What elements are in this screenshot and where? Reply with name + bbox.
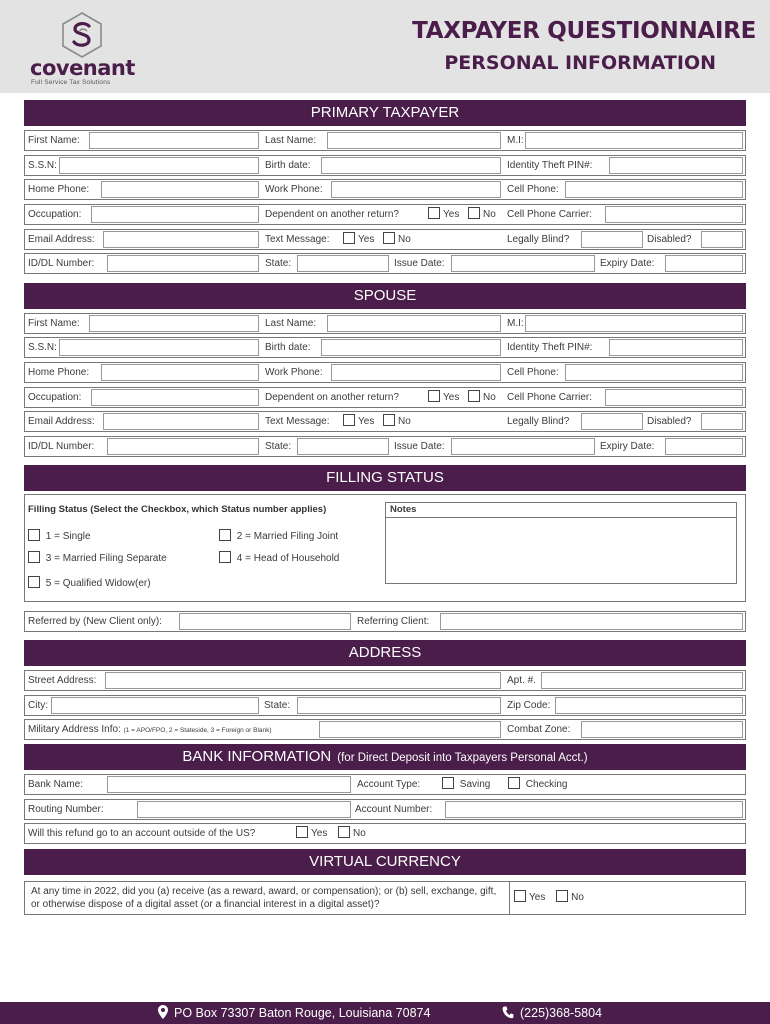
expiry-date-label: Expiry Date:	[600, 258, 655, 269]
filing-option-married-joint[interactable]	[219, 529, 338, 542]
id-dl-label: ID/DL Number:	[28, 258, 95, 269]
spouse-row-ssn	[24, 337, 746, 358]
first-name-field[interactable]	[89, 132, 259, 149]
referred-by-field[interactable]	[179, 613, 351, 630]
spouse-expiry-date-field[interactable]	[665, 438, 743, 455]
yes-label: Yes	[358, 234, 375, 245]
spouse-identity-pin-label: Identity Theft PIN#:	[507, 342, 593, 353]
yes-label: Yes	[358, 416, 375, 427]
footer-phone-text: (225)368-5804	[520, 1006, 603, 1020]
page-title: TAXPAYER QUESTIONNAIRE	[412, 18, 756, 44]
account-type-checking[interactable]	[505, 775, 567, 794]
street-field[interactable]	[105, 672, 501, 689]
checkbox[interactable]	[219, 529, 231, 541]
checkbox[interactable]	[468, 390, 480, 402]
mi-field[interactable]	[525, 132, 743, 149]
yes-label: Yes	[311, 828, 328, 839]
notes-box[interactable]	[385, 502, 737, 584]
spouse-issue-date-label: Issue Date:	[394, 441, 445, 452]
page-subtitle: PERSONAL INFORMATION	[444, 52, 716, 74]
spouse-id-dl-field[interactable]	[107, 438, 259, 455]
footer-address-text: PO Box 73307 Baton Rouge, Louisiana 70874	[174, 1006, 431, 1020]
address-state-field[interactable]	[297, 697, 501, 714]
spouse-expiry-date-label: Expiry Date:	[600, 441, 655, 452]
outside-us-yes[interactable]	[293, 824, 327, 843]
city-field[interactable]	[51, 697, 259, 714]
filing-status-area	[24, 494, 746, 602]
spouse-email-field[interactable]	[103, 413, 259, 430]
account-type-label: Account Type:	[357, 779, 421, 790]
spouse-id-dl-label: ID/DL Number:	[28, 441, 95, 452]
last-name-label: Last Name:	[265, 135, 317, 146]
spouse-row-phones	[24, 362, 746, 383]
checkbox[interactable]	[338, 826, 350, 838]
no-label: No	[483, 209, 496, 220]
no-label: No	[398, 234, 411, 245]
virtual-currency-answer	[509, 882, 745, 914]
work-phone-field[interactable]	[331, 181, 501, 198]
spouse-state-label: State:	[265, 441, 292, 452]
referred-by-label: Referred by (New Client only):	[28, 616, 162, 627]
ssn-label: S.S.N:	[28, 160, 57, 171]
filing-option-head-household[interactable]	[219, 551, 339, 564]
bank-name-field[interactable]	[107, 776, 351, 793]
address-state-label: State:	[264, 700, 291, 711]
spouse-cell-phone-label: Cell Phone:	[507, 367, 559, 378]
spouse-home-phone-label: Home Phone:	[28, 367, 90, 378]
spouse-birth-date-label: Birth date:	[265, 342, 311, 353]
spouse-ssn-field[interactable]	[59, 339, 259, 356]
birth-date-field[interactable]	[321, 157, 501, 174]
yes-label: Yes	[443, 209, 460, 220]
cell-carrier-label: Cell Phone Carrier:	[507, 209, 593, 220]
option-label: 3 = Married Filing Separate	[45, 553, 167, 564]
option-label: 1 = Single	[45, 531, 91, 542]
spouse-dependent-yes[interactable]	[425, 388, 459, 407]
filing-option-married-separate[interactable]	[28, 551, 167, 564]
legally-blind-label: Legally Blind?	[507, 234, 570, 245]
spouse-home-phone-field[interactable]	[101, 364, 259, 381]
bank-row-routing	[24, 799, 746, 820]
section-address: ADDRESS	[24, 640, 746, 666]
combat-zone-field[interactable]	[581, 721, 743, 738]
state-field[interactable]	[297, 255, 389, 272]
first-name-label: First Name:	[28, 135, 80, 146]
checkbox[interactable]	[514, 890, 526, 902]
section-bank-information	[24, 744, 746, 770]
spouse-mi-field[interactable]	[525, 315, 743, 332]
text-message-no[interactable]	[380, 230, 411, 249]
checkbox[interactable]	[428, 207, 440, 219]
location-pin-icon	[158, 1005, 168, 1019]
home-phone-field[interactable]	[101, 181, 259, 198]
spouse-work-phone-field[interactable]	[331, 364, 501, 381]
legally-blind-field[interactable]	[581, 231, 643, 248]
logo-hexagon-icon	[61, 12, 103, 58]
text-message-yes[interactable]	[340, 230, 374, 249]
yes-label: Yes	[443, 392, 460, 403]
bank-section-title: BANK INFORMATION	[182, 748, 332, 765]
checkbox[interactable]	[28, 576, 40, 588]
spouse-dependent-label: Dependent on another return?	[265, 392, 399, 403]
apt-field[interactable]	[541, 672, 743, 689]
disabled-field[interactable]	[701, 231, 743, 248]
page-header	[0, 0, 770, 93]
address-row-city	[24, 695, 746, 716]
spouse-occupation-field[interactable]	[91, 389, 259, 406]
logo-name: covenant	[30, 56, 135, 80]
checkbox[interactable]	[508, 777, 520, 789]
zip-label: Zip Code:	[507, 700, 551, 711]
mi-label: M.I:	[507, 135, 524, 146]
primary-row-name	[24, 130, 746, 151]
checkbox[interactable]	[556, 890, 568, 902]
military-label	[25, 720, 272, 739]
spouse-occupation-label: Occupation:	[28, 392, 82, 403]
checkbox[interactable]	[28, 529, 40, 541]
cell-phone-field[interactable]	[565, 181, 743, 198]
military-note: (1 = APO/FPO, 2 = Stateside, 3 = Foreign or Blank)	[123, 727, 272, 734]
combat-zone-label: Combat Zone:	[507, 724, 571, 735]
referring-client-field[interactable]	[440, 613, 743, 630]
filing-option-widow[interactable]	[28, 576, 151, 589]
occupation-label: Occupation:	[28, 209, 82, 220]
logo-tagline: Full Service Tax Solutions	[31, 79, 111, 86]
disabled-label: Disabled?	[647, 234, 692, 245]
spouse-row-email	[24, 411, 746, 432]
expiry-date-field[interactable]	[665, 255, 743, 272]
city-label: City:	[28, 700, 48, 711]
cell-carrier-field[interactable]	[605, 206, 743, 223]
bank-name-label: Bank Name:	[28, 779, 84, 790]
primary-row-email	[24, 229, 746, 250]
outside-us-label: Will this refund go to an account outside of the US?	[28, 828, 256, 839]
virtual-currency-question: At any time in 2022, did you (a) receive (as a reward, award, or compensation); or (b) sell, exchange, gift, or otherwise dispose of a digital asset (or a financial interest in a digital asset)?	[31, 886, 497, 910]
zip-field[interactable]	[555, 697, 743, 714]
spouse-disabled-field[interactable]	[701, 413, 743, 430]
virtual-currency-row	[24, 881, 746, 915]
dependent-no[interactable]	[465, 205, 496, 224]
checkbox[interactable]	[219, 551, 231, 563]
spouse-disabled-label: Disabled?	[647, 416, 692, 427]
no-label: No	[398, 416, 411, 427]
spouse-row-id	[24, 436, 746, 457]
section-spouse: SPOUSE	[24, 283, 746, 309]
spouse-last-name-field[interactable]	[327, 315, 501, 332]
checkbox[interactable]	[442, 777, 454, 789]
checkbox[interactable]	[343, 232, 355, 244]
bank-row-outside-us	[24, 823, 746, 844]
military-label-text: Military Address Info:	[28, 724, 121, 735]
saving-label: Saving	[459, 779, 491, 790]
checkbox[interactable]	[383, 232, 395, 244]
account-type-saving[interactable]	[439, 775, 490, 794]
identity-pin-label: Identity Theft PIN#:	[507, 160, 593, 171]
spouse-work-phone-label: Work Phone:	[265, 367, 323, 378]
street-label: Street Address:	[28, 675, 97, 686]
page-footer	[0, 1002, 770, 1024]
spouse-issue-date-field[interactable]	[451, 438, 595, 455]
routing-field[interactable]	[137, 801, 351, 818]
section-primary-taxpayer: PRIMARY TAXPAYER	[24, 100, 746, 126]
id-dl-field[interactable]	[107, 255, 259, 272]
referral-row	[24, 611, 746, 632]
checkbox[interactable]	[28, 551, 40, 563]
address-row-street	[24, 670, 746, 691]
identity-pin-field[interactable]	[609, 157, 743, 174]
spouse-dependent-no[interactable]	[465, 388, 496, 407]
issue-date-field[interactable]	[451, 255, 595, 272]
spouse-first-name-label: First Name:	[28, 318, 80, 329]
dependent-yes[interactable]	[425, 205, 459, 224]
checking-label: Checking	[525, 779, 568, 790]
virtual-currency-no[interactable]	[556, 892, 584, 903]
account-number-label: Account Number:	[355, 804, 433, 815]
referring-client-label: Referring Client:	[357, 616, 430, 627]
last-name-field[interactable]	[327, 132, 501, 149]
option-label: 4 = Head of Household	[236, 553, 340, 564]
filing-status-title: Filling Status (Select the Checkbox, which Status number applies)	[28, 504, 327, 515]
home-phone-label: Home Phone:	[28, 184, 90, 195]
outside-us-no[interactable]	[335, 824, 366, 843]
spouse-first-name-field[interactable]	[89, 315, 259, 332]
checkbox[interactable]	[468, 207, 480, 219]
primary-row-id	[24, 253, 746, 274]
spouse-last-name-label: Last Name:	[265, 318, 317, 329]
option-label: 5 = Qualified Widow(er)	[45, 578, 151, 589]
phone-icon	[502, 1006, 514, 1019]
no-label: No	[571, 892, 584, 903]
primary-row-ssn	[24, 155, 746, 176]
spouse-text-message-label: Text Message:	[265, 416, 330, 427]
spouse-text-message-no[interactable]	[380, 412, 411, 431]
state-label: State:	[265, 258, 292, 269]
dependent-label: Dependent on another return?	[265, 209, 399, 220]
primary-row-occupation	[24, 204, 746, 225]
spouse-row-occupation	[24, 387, 746, 408]
section-virtual-currency: VIRTUAL CURRENCY	[24, 849, 746, 875]
checkbox[interactable]	[383, 414, 395, 426]
spouse-cell-carrier-label: Cell Phone Carrier:	[507, 392, 593, 403]
account-number-field[interactable]	[445, 801, 743, 818]
email-field[interactable]	[103, 231, 259, 248]
issue-date-label: Issue Date:	[394, 258, 445, 269]
spouse-mi-label: M.I:	[507, 318, 524, 329]
option-label: 2 = Married Filing Joint	[236, 531, 339, 542]
email-label: Email Address:	[28, 234, 95, 245]
spouse-cell-carrier-field[interactable]	[605, 389, 743, 406]
covenant-logo	[30, 10, 140, 86]
notes-label: Notes	[386, 503, 736, 518]
checkbox[interactable]	[296, 826, 308, 838]
section-filing-status: FILLING STATUS	[24, 465, 746, 491]
primary-row-phones	[24, 179, 746, 200]
spouse-identity-pin-field[interactable]	[609, 339, 743, 356]
checkbox[interactable]	[343, 414, 355, 426]
spouse-ssn-label: S.S.N:	[28, 342, 57, 353]
filing-option-single[interactable]	[28, 529, 91, 542]
bank-section-subtitle: (for Direct Deposit into Taxpayers Personal Acct.)	[337, 752, 588, 764]
occupation-field[interactable]	[91, 206, 259, 223]
cell-phone-label: Cell Phone:	[507, 184, 559, 195]
work-phone-label: Work Phone:	[265, 184, 323, 195]
spouse-state-field[interactable]	[297, 438, 389, 455]
spouse-cell-phone-field[interactable]	[565, 364, 743, 381]
military-field[interactable]	[319, 721, 501, 738]
birth-date-label: Birth date:	[265, 160, 311, 171]
spouse-row-name	[24, 313, 746, 334]
spouse-birth-date-field[interactable]	[321, 339, 501, 356]
yes-label: Yes	[529, 892, 546, 903]
no-label: No	[483, 392, 496, 403]
address-row-military	[24, 719, 746, 740]
footer-address	[158, 1002, 430, 1024]
footer-phone	[502, 1002, 602, 1024]
text-message-label: Text Message:	[265, 234, 330, 245]
ssn-field[interactable]	[59, 157, 259, 174]
apt-label: Apt. #.	[507, 675, 536, 686]
no-label: No	[353, 828, 366, 839]
spouse-email-label: Email Address:	[28, 416, 95, 427]
bank-row-name	[24, 774, 746, 795]
spouse-legally-blind-label: Legally Blind?	[507, 416, 570, 427]
virtual-currency-yes[interactable]	[514, 892, 545, 903]
checkbox[interactable]	[428, 390, 440, 402]
spouse-text-message-yes[interactable]	[340, 412, 374, 431]
routing-label: Routing Number:	[28, 804, 104, 815]
spouse-legally-blind-field[interactable]	[581, 413, 643, 430]
